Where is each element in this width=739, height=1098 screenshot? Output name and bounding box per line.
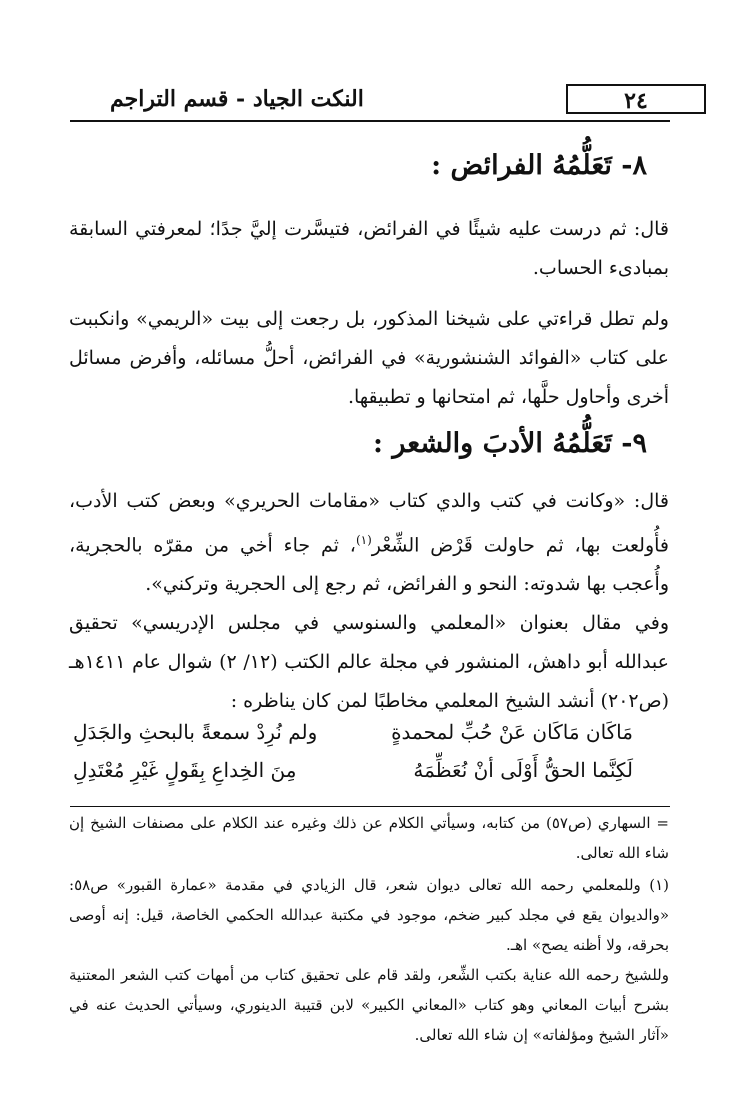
section-9-paragraph-2 — [69, 604, 669, 721]
section-9-paragraph-1 — [69, 482, 669, 604]
paragraph — [69, 482, 669, 604]
paragraph: ولم تطل قراءتي على شيخنا المذكور، بل رجعت إلى بيت «الريمي» وانكببت على كتاب «الفوائد الشنشورية» في الفرائض، أحلُّ مسائله، وأفرض مسائل أخرى وأحاول حلَّها، ثم امتحانها و تطبيقها. — [69, 308, 669, 408]
section-8-paragraph-2 — [69, 300, 669, 417]
verse-hemistich-right: لَكِنَّما الحقُّ أَوْلَى أنْ نُعَظِّمَهُ — [413, 758, 633, 782]
paragraph-text-b: ، ثم جاء أخي من مقرّه بالحجرية، وأُعجب بها شدوته: النحو و الفرائض، ثم رجع إلى الحجرية وتركني». — [69, 534, 669, 596]
page-number: ٢٤ — [624, 88, 648, 114]
verse-line — [73, 720, 633, 760]
page-number-box — [566, 84, 706, 114]
footnote-1: (١) وللمعلمي رحمه الله تعالى ديوان شعر، قال الزيادي في مقدمة «عمارة القبور» ص٥٨: «والديوان يقع في مجلد كبير ضخم، موجود في مكتبة عبدالله الحكمي الخاصة، قيل: إنه أوصى بحرقه، ولا أظنه يصح» اهـ. — [69, 876, 669, 954]
footnote-continuation: = السهاري (ص٥٧) من كتابه، وسيأتي الكلام عن ذلك وغيره عند الكلام على مصنفات الشيخ إن شاء الله تعالى. — [69, 814, 669, 862]
verse-hemistich-right: مَاكَان مَاكَان عَنْ حُبِّ لمحمدةٍ — [391, 720, 633, 744]
section-heading-9: ٩- تَعَلُّمُهُ الأدبَ والشعر : — [373, 428, 647, 459]
paragraph-text-a: قال: «وكانت في كتب والدي كتاب «مقامات الحريري» وبعض كتب الأدب، فأُولعت بها، ثم حاولت قَرْض الشِّعْر — [69, 490, 670, 557]
section-heading-8: ٨- تَعَلُّمُهُ الفرائض : — [431, 150, 647, 181]
verse-hemistich-left: مِنَ الخِداعِ بِقَولٍ غَيْرِ مُعْتَدِلِ — [73, 758, 297, 782]
header-rule — [70, 120, 670, 122]
page-header — [70, 84, 670, 120]
paragraph: قال: ثم درست عليه شيئًا في الفرائض، فتيسَّرت إليَّ جدًا؛ لمعرفتي السابقة بمبادىء الحساب. — [69, 218, 669, 279]
section-8-paragraph-1 — [69, 210, 669, 288]
footnote-ref: (١) — [355, 533, 372, 547]
paragraph: وفي مقال بعنوان «المعلمي والسنوسي في مجلس الإدريسي» تحقيق عبدالله أبو داهش، المنشور في مجلة عالم الكتب (١٢/ ٢) شوال عام ١٤١١هـ (ص٢٠٢) أنشد الشيخ المعلمي مخاطبًا لمن كان يناظره : — [69, 612, 669, 712]
running-title: النكت الجياد - قسم التراجم — [110, 86, 364, 112]
footnote-1-continued: وللشيخ رحمه الله عناية بكتب الشِّعر، ولقد قام على تحقيق كتاب من أمهات كتب الشعر المعتنية بشرح أبيات المعاني وهو كتاب «المعاني الكبير» لابن قتيبة الدينوري، وسيأتي الحديث عنه في «آثار الشيخ ومؤلفاته» إن شاء الله تعالى. — [69, 966, 669, 1044]
footnotes — [69, 808, 669, 1050]
footnote-rule — [70, 806, 670, 807]
verse-hemistich-left: ولم نُرِدْ سمعةً بالبحثِ والجَدَلِ — [73, 720, 318, 744]
verse-line — [73, 758, 633, 798]
